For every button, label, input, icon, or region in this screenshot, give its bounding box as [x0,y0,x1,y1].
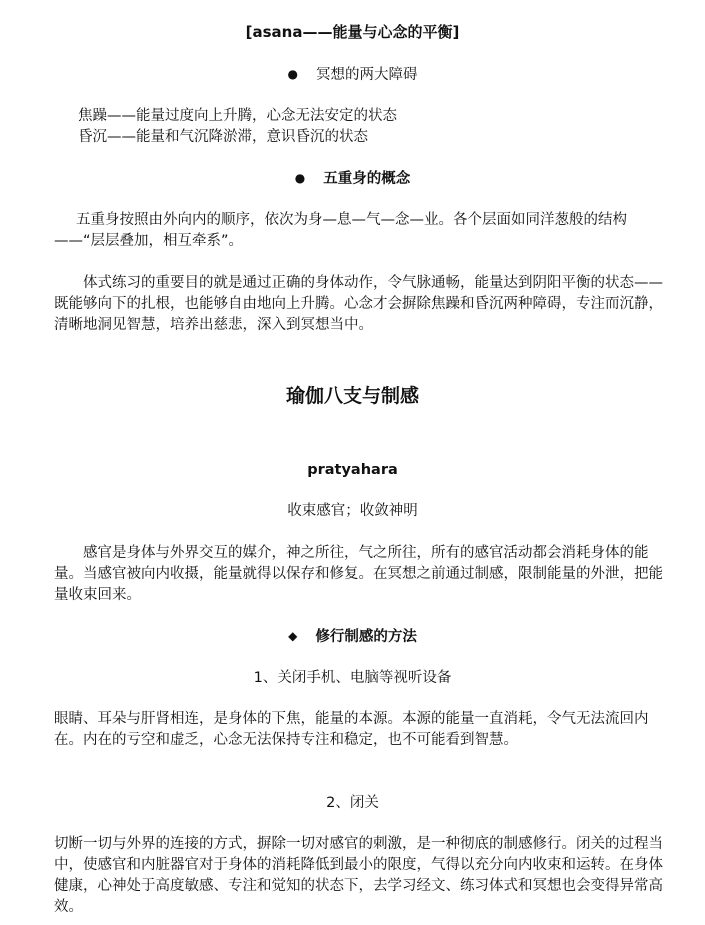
obstacle-lethargy: 昏沉——能量和气沉降淤滞，意识昏沉的状态 [78,129,368,145]
method1-paragraph: 眼睛、耳朵与肝肾相连，是身体的下焦，能量的本源。本源的能量一直消耗，令气无法流回内在。内在的亏空和虚乏，心念无法保持专注和稳定，也不可能看到智慧。 [54,711,649,748]
five-sheaths-paragraph: 五重身按照由外向内的顺序，依次为身—息—气—念—业。各个层面如同洋葱般的结构——“层层叠加，相互牵系”。 [54,212,627,249]
obstacles-heading [0,64,705,85]
asana-section-title: [asana——能量与心念的平衡] [245,23,460,41]
section-title: 瑜伽八支与制感 [285,385,419,407]
method-heading-text: 修行制感的方法 [315,629,417,645]
asana-purpose-paragraph: 体式练习的重要目的就是通过正确的身体动作，令气脉通畅，能量达到阴阳平衡的状态——既能够向下的扎根，也能够自由地向上升腾。心念才会摒除焦躁和昏沉两种障碍，专注而沉静，清晰地洞见智慧，培养出慈悲，深入到冥想当中。 [54,275,663,333]
method-heading [0,626,705,647]
diamond-bullet-icon: ◆ [288,629,298,643]
bullet-dot-icon: ● [287,67,298,81]
pratyahara-subtitle: pratyahara [307,462,398,478]
five-sheaths-heading-text: 五重身的概念 [323,171,411,187]
pratyahara-tagline: 收束感官；收敛神明 [287,503,418,519]
method2-paragraph: 切断一切与外界的连接的方式，摒除一切对感官的刺激，是一种彻底的制感修行。闭关的过程当中，使感官和内脏器官对于身体的消耗降低到最小的限度，气得以充分向内收束和运转。在身体健康，心神处于高度敏感、专注和觉知的状态下，去学习经文、练习体式和冥想也会变得异常高效。 [54,836,663,915]
method2-title: 2、闭关 [326,795,379,811]
obstacle-restlessness: 焦躁——能量过度向上升腾，心念无法安定的状态 [78,108,397,124]
obstacles-heading-text: 冥想的两大障碍 [315,67,418,83]
five-sheaths-heading [0,168,705,189]
pratyahara-intro-paragraph: 感官是身体与外界交互的媒介，神之所往，气之所往，所有的感官活动都会消耗身体的能量。当感官被向内收摄，能量就得以保存和修复。在冥想之前通过制感，限制能量的外泄，把能量收束回来。 [54,545,663,603]
method1-title: 1、关闭手机、电脑等视听设备 [253,670,452,686]
bullet-dot-icon: ● [294,171,306,185]
